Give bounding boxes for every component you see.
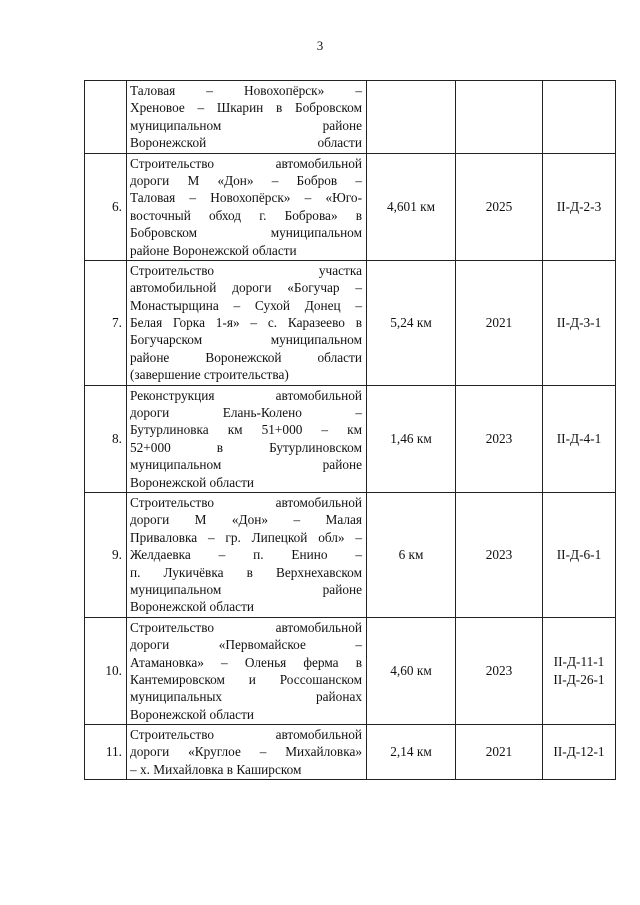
table-body bbox=[85, 81, 616, 780]
object-name-line: Строительство автомобильной bbox=[130, 494, 362, 510]
object-name-line: дороги «Круглое – Михайловка» bbox=[130, 744, 362, 760]
completion-year bbox=[456, 81, 543, 154]
completion-year: 2023 bbox=[456, 385, 543, 492]
object-name-line: муниципальном районе bbox=[130, 457, 362, 473]
object-name-line: (завершение строительства) bbox=[130, 367, 289, 383]
object-name-line: Приваловка – гр. Липецкой обл» – bbox=[130, 529, 362, 545]
completion-year: 2021 bbox=[456, 260, 543, 385]
object-name-line: Бобровском муниципальном bbox=[130, 225, 362, 241]
object-name-line: муниципальном районе bbox=[130, 581, 362, 597]
road-length bbox=[367, 81, 456, 154]
object-name-line: Воронежской области bbox=[130, 599, 255, 615]
table-row bbox=[85, 385, 616, 492]
object-name-line: Хреновое – Шкарин в Бобровском bbox=[130, 100, 362, 116]
object-name-line: муниципальном районе bbox=[130, 117, 362, 133]
object-name-line: Строительство автомобильной bbox=[130, 727, 362, 743]
object-code-value: II-Д-6-1 bbox=[556, 547, 602, 563]
object-name-line: Бутурлиновка км 51+000 – км bbox=[130, 422, 362, 438]
object-name-line: районе Воронежской области bbox=[130, 242, 297, 258]
object-name-line: районе Воронежской области bbox=[130, 349, 362, 365]
object-name-line: Желдаевка – п. Енино – bbox=[130, 547, 362, 563]
road-length: 6 км bbox=[367, 492, 456, 617]
object-name-line: – х. Михайловка в Каширском bbox=[130, 761, 302, 777]
road-length: 4,60 км bbox=[367, 617, 456, 724]
object-code bbox=[543, 385, 616, 492]
object-code bbox=[543, 153, 616, 260]
row-number: 9. bbox=[85, 492, 127, 617]
object-code-value: II-Д-3-1 bbox=[556, 315, 602, 331]
table-row bbox=[85, 153, 616, 260]
table-row bbox=[85, 81, 616, 154]
object-name-line: п. Лукичёвка в Верхнехавском bbox=[130, 564, 362, 580]
road-length: 2,14 км bbox=[367, 725, 456, 780]
object-name-line: Строительство автомобильной bbox=[130, 155, 362, 171]
completion-year: 2023 bbox=[456, 492, 543, 617]
object-name-line: Строительство участка bbox=[130, 262, 362, 278]
row-number: 6. bbox=[85, 153, 127, 260]
object-code-value: II-Д-4-1 bbox=[556, 431, 602, 447]
completion-year: 2023 bbox=[456, 617, 543, 724]
object-name-line: дороги М «Дон» – Малая bbox=[130, 512, 362, 528]
object-code bbox=[543, 617, 616, 724]
object-name bbox=[127, 617, 367, 724]
object-name bbox=[127, 153, 367, 260]
object-name-line: Строительство автомобильной bbox=[130, 619, 362, 635]
table-row bbox=[85, 492, 616, 617]
object-name bbox=[127, 492, 367, 617]
object-name-line: Таловая – Новохопёрск» – «Юго- bbox=[130, 190, 362, 206]
table-row bbox=[85, 725, 616, 780]
row-number: 10. bbox=[85, 617, 127, 724]
object-code bbox=[543, 725, 616, 780]
object-name-line: дороги Елань-Колено – bbox=[130, 405, 362, 421]
object-code-value: II-Д-26-1 bbox=[553, 671, 605, 687]
object-code-value: II-Д-2-3 bbox=[556, 199, 602, 215]
object-name-line: Таловая – Новохопёрск» – bbox=[130, 83, 362, 98]
object-code-value: II-Д-12-1 bbox=[553, 744, 605, 760]
object-name bbox=[127, 260, 367, 385]
road-length: 4,601 км bbox=[367, 153, 456, 260]
object-name-line: Белая Горка 1-я» – с. Каразеево в bbox=[130, 315, 362, 331]
object-name bbox=[127, 385, 367, 492]
object-name-line: дороги «Первомайское – bbox=[130, 637, 362, 653]
completion-year: 2025 bbox=[456, 153, 543, 260]
row-number: 11. bbox=[85, 725, 127, 780]
object-code bbox=[543, 492, 616, 617]
object-name-line: муниципальных районах bbox=[130, 689, 362, 705]
object-name-line: Воронежской области bbox=[130, 135, 362, 151]
object-name-line: Воронежской области bbox=[130, 474, 255, 490]
row-number: 8. bbox=[85, 385, 127, 492]
completion-year: 2021 bbox=[456, 725, 543, 780]
object-code bbox=[543, 260, 616, 385]
object-name-line: Атамановка» – Оленья ферма в bbox=[130, 654, 362, 670]
object-name-line: Кантемировском и Россошанском bbox=[130, 671, 362, 687]
table-row bbox=[85, 260, 616, 385]
object-name-line: автомобильной дороги «Богучар – bbox=[130, 280, 362, 296]
object-name bbox=[127, 725, 367, 780]
road-length: 1,46 км bbox=[367, 385, 456, 492]
row-number bbox=[85, 81, 127, 154]
object-name-line: восточный обход г. Боброва» в bbox=[130, 207, 362, 223]
object-code bbox=[543, 81, 616, 154]
table-row bbox=[85, 617, 616, 724]
row-number: 7. bbox=[85, 260, 127, 385]
object-code-value: II-Д-11-1 bbox=[553, 654, 605, 670]
object-name-line: дороги М «Дон» – Бобров – bbox=[130, 172, 362, 188]
object-name-line: Монастырщина – Сухой Донец – bbox=[130, 297, 362, 313]
road-construction-table bbox=[84, 80, 616, 780]
object-name-line: Богучарском муниципальном bbox=[130, 332, 362, 348]
object-name-line: 52+000 в Бутурлиновском bbox=[130, 439, 362, 455]
object-name bbox=[127, 81, 367, 154]
page-number: 3 bbox=[316, 38, 324, 53]
road-length: 5,24 км bbox=[367, 260, 456, 385]
object-name-line: Реконструкция автомобильной bbox=[130, 387, 362, 403]
object-name-line: Воронежской области bbox=[130, 706, 255, 722]
